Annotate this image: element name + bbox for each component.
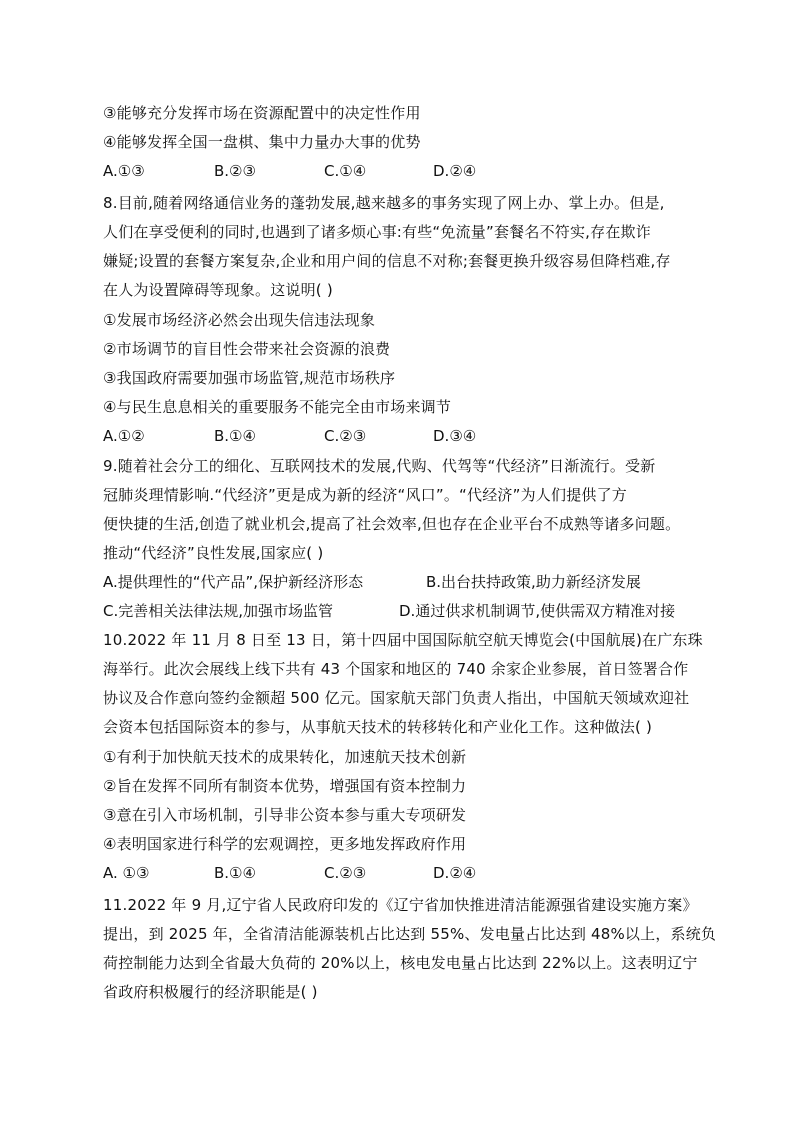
q10-statement-3: ③意在引入市场机制，引导非公资本参与重大专项研发 <box>103 806 467 824</box>
q8-option-d: D.③④ <box>433 427 477 445</box>
q10-option-d: D.②④ <box>433 864 477 882</box>
q11-stem-line-4: 省政府积极履行的经济职能是( ) <box>103 983 318 1001</box>
q10-option-b: B.①④ <box>214 864 256 882</box>
q9-option-a: A.提供理性的“代产品”,保护新经济形态 <box>103 573 364 591</box>
q7-option-b: B.②③ <box>214 162 256 180</box>
q10-stem-line-1: 10.2022 年 11 月 8 日至 13 日，第十四届中国国际航空航天博览会(中国航展)在广东珠 <box>103 631 703 649</box>
q11-stem-line-2: 提出，到 2025 年，全省清洁能源装机占比达到 55%、发电量占比达到 48%以上，系统负 <box>103 925 717 943</box>
q10-stem-line-3: 协议及合作意向签约金额超 500 亿元。国家航天部门负责人指出，中国航天领域欢迎社 <box>103 689 690 707</box>
q8-statement-1: ①发展市场经济必然会出现失信违法现象 <box>103 311 376 329</box>
q7-option-d: D.②④ <box>433 162 477 180</box>
q9-option-c: C.完善相关法律法规,加强市场监管 <box>103 602 334 620</box>
q9-stem-line-4: 推动“代经济”良性发展,国家应( ) <box>103 544 324 562</box>
q8-statement-2: ②市场调节的盲目性会带来社会资源的浪费 <box>103 340 391 358</box>
q7-statement-3: ③能够充分发挥市场在资源配置中的决定性作用 <box>103 104 421 122</box>
q7-option-a: A.①③ <box>103 162 145 180</box>
q8-option-a: A.①② <box>103 427 145 445</box>
q8-stem-line-4: 在人为设置障碍等现象。这说明( ) <box>103 281 333 299</box>
q10-stem-line-4: 会资本包括国际资本的参与，从事航天技术的转移转化和产业化工作。这种做法( ) <box>103 718 653 736</box>
q8-option-c: C.②③ <box>324 427 367 445</box>
q7-statement-4: ④能够发挥全国一盘棋、集中力量办大事的优势 <box>103 133 421 151</box>
q7-option-c: C.①④ <box>324 162 367 180</box>
q11-stem-line-1: 11.2022 年 9 月,辽宁省人民政府印发的《辽宁省加快推进清洁能源强省建设实施方案》 <box>103 896 698 914</box>
q10-statement-2: ②旨在发挥不同所有制资本优势，增强国有资本控制力 <box>103 777 467 795</box>
q8-stem-line-1: 8.目前,随着网络通信业务的蓬勃发展,越来越多的事务实现了网上办、掌上办。但是, <box>103 194 665 212</box>
q10-statement-1: ①有利于加快航天技术的成果转化，加速航天技术创新 <box>103 748 467 766</box>
q11-stem-line-3: 荷控制能力达到全省最大负荷的 20%以上，核电发电量占比达到 22%以上。这表明辽宁 <box>103 954 698 972</box>
q9-stem-line-3: 便快捷的生活,创造了就业机会,提高了社会效率,但也存在企业平台不成熟等诸多问题。 <box>103 515 681 533</box>
q10-stem-line-2: 海举行。此次会展线上线下共有 43 个国家和地区的 740 余家企业参展，首日签署合作 <box>103 660 689 678</box>
q8-statement-3: ③我国政府需要加强市场监管,规范市场秩序 <box>103 369 396 387</box>
q9-option-b: B.出台扶持政策,助力新经济发展 <box>426 573 641 591</box>
q10-option-c: C.②③ <box>324 864 367 882</box>
q8-stem-line-3: 嫌疑;设置的套餐方案复杂,企业和用户间的信息不对称;套餐更换升级容易但降档难,存 <box>103 252 671 270</box>
q10-option-a: A. ①③ <box>103 864 150 882</box>
q8-statement-4: ④与民生息息相关的重要服务不能完全由市场来调节 <box>103 398 452 416</box>
q8-option-b: B.①④ <box>214 427 256 445</box>
q9-option-d: D.通过供求机制调节,使供需双方精准对接 <box>399 602 676 620</box>
q8-stem-line-2: 人们在享受便利的同时,也遇到了诸多烦心事:有些“免流量”套餐名不符实,存在欺诈 <box>103 223 651 241</box>
q10-statement-4: ④表明国家进行科学的宏观调控，更多地发挥政府作用 <box>103 835 467 853</box>
q9-stem-line-2: 冠肺炎理情影响.“代经济”更是成为新的经济“风口”。“代经济”为人们提供了方 <box>103 486 627 504</box>
q9-stem-line-1: 9.随着社会分工的细化、互联网技术的发展,代购、代驾等“代经济”日渐流行。受新 <box>103 457 656 475</box>
